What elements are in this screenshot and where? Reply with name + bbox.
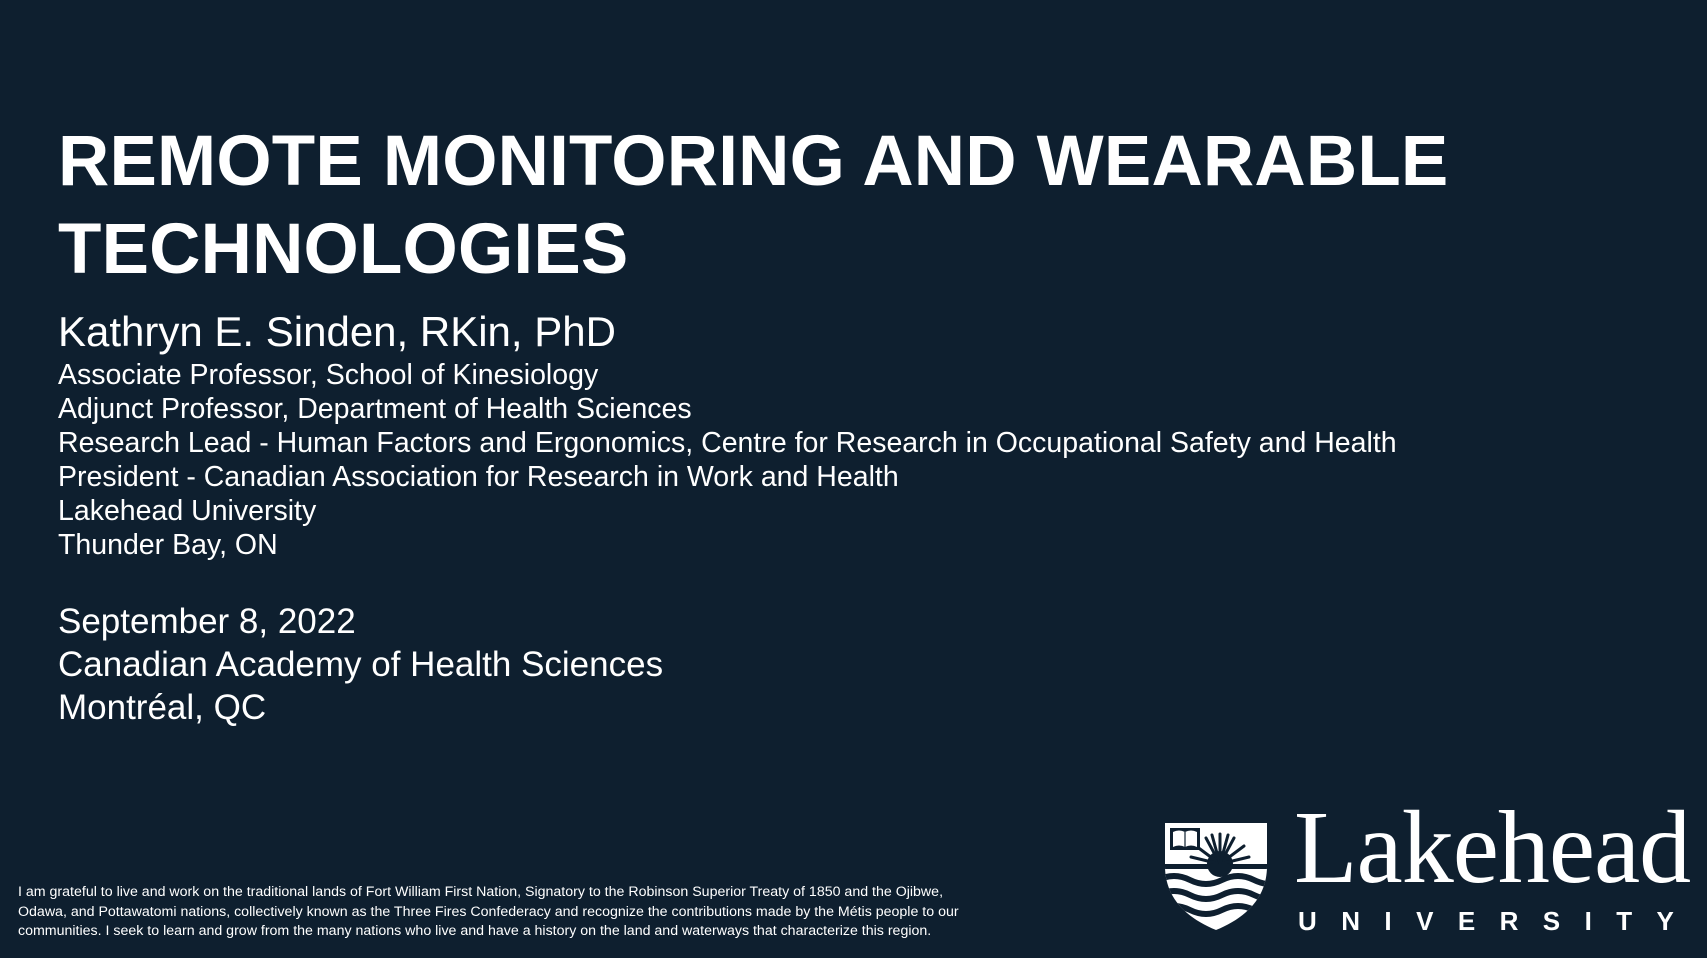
lakehead-crest-icon — [1162, 820, 1270, 932]
role-line: Thunder Bay, ON — [58, 529, 278, 561]
role-line: Research Lead - Human Factors and Ergonomics, Centre for Research in Occupational Safety and Health — [58, 427, 1397, 459]
event-organization: Canadian Academy of Health Sciences — [58, 645, 664, 684]
land-acknowledgement — [18, 883, 1138, 942]
role-line: Associate Professor, School of Kinesiology — [58, 359, 599, 391]
subtext-letter: S — [1542, 906, 1561, 936]
subtext-letter: E — [1457, 906, 1476, 936]
role-line: Lakehead University — [58, 495, 317, 527]
lakehead-wordmark: Lakehead — [1294, 790, 1691, 905]
event-location: Montréal, QC — [58, 688, 267, 727]
subtext-letter: I — [1384, 906, 1392, 936]
subtext-letter: Y — [1656, 906, 1674, 936]
event-info — [58, 600, 663, 729]
land-ack-line: Odawa, and Pottawatomi nations, collectively known as the Three Fires Confederacy and recognize the contributions made by the Métis people to our — [18, 903, 959, 920]
university-subtext — [1298, 906, 1674, 936]
title-line: REMOTE MONITORING AND WEARABLE — [58, 122, 1449, 201]
presentation-title — [58, 118, 1618, 294]
subtext-letter: T — [1616, 906, 1633, 936]
speaker-name: Kathryn E. Sinden, RKin, PhD — [58, 308, 616, 355]
subtext-letter: I — [1584, 906, 1592, 936]
land-ack-line: communities. I seek to learn and grow from the many nations who live and have a history on the land and waterways that characterize this region. — [18, 923, 932, 939]
speaker-roles — [58, 358, 1397, 562]
subtext-letter: N — [1341, 906, 1360, 936]
role-line: President - Canadian Association for Research in Work and Health — [58, 461, 899, 493]
subtext-letter: R — [1499, 906, 1519, 936]
subtext-letter: V — [1416, 906, 1434, 936]
event-date: September 8, 2022 — [58, 602, 356, 641]
land-ack-line: I am grateful to live and work on the traditional lands of Fort William First Nation, Signatory to the Robinson Superior Treaty of 1850 and the Ojibwe, — [18, 884, 944, 900]
subtext-letter: U — [1298, 906, 1317, 936]
title-line: TECHNOLOGIES — [58, 210, 629, 289]
role-line: Adjunct Professor, Department of Health Sciences — [58, 393, 692, 425]
lakehead-university-logo — [1162, 790, 1691, 936]
